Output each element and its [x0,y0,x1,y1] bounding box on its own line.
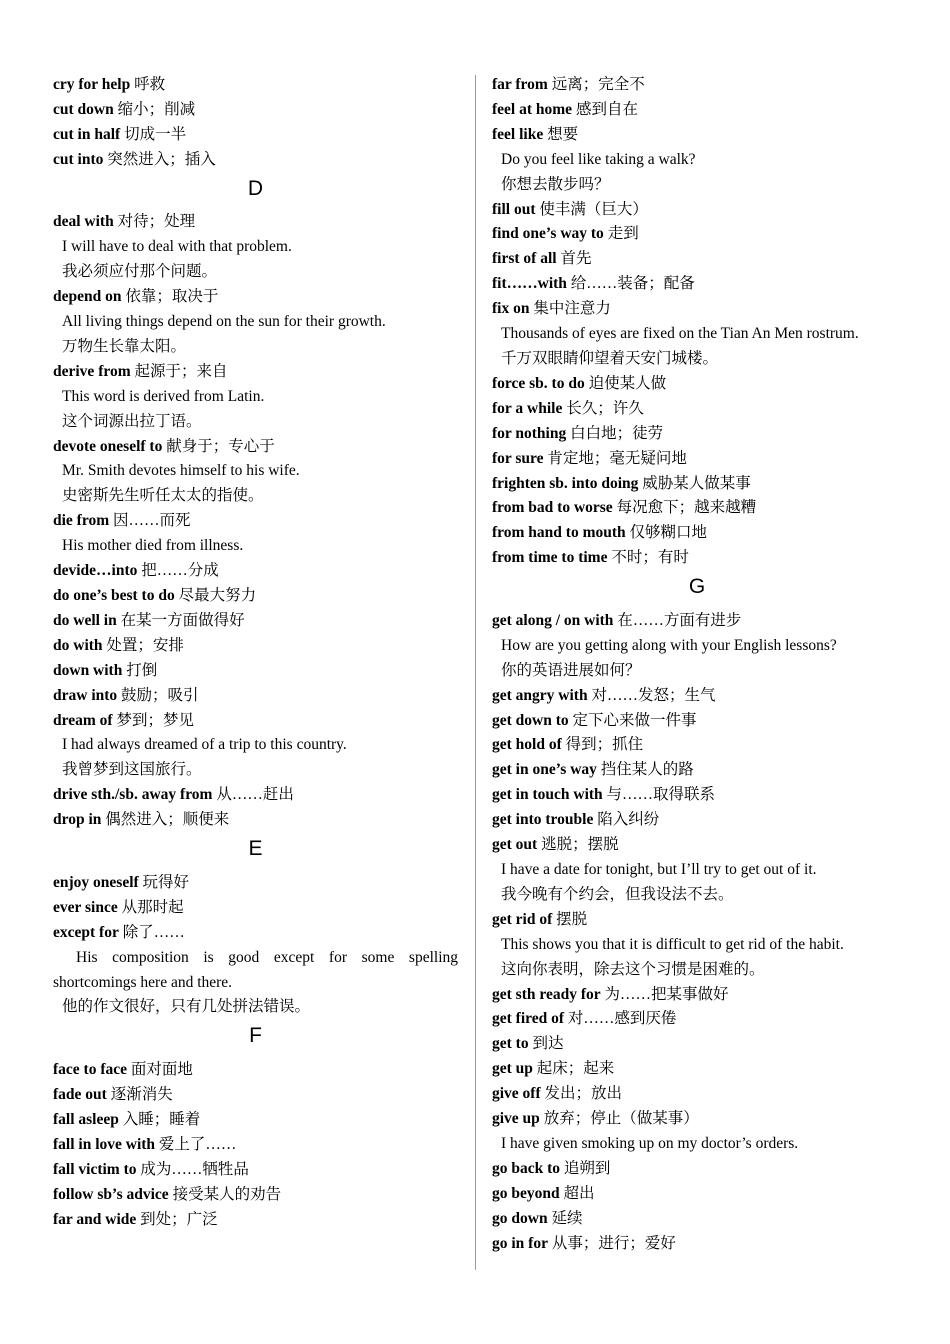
phrase-term: go in for [492,1234,548,1252]
phrase-entry [492,1232,902,1257]
phrase-entry [492,1032,902,1057]
phrase-term: for a while [492,399,563,417]
phrase-entry [492,123,902,148]
phrase-definition: 在某一方面做得好 [120,611,245,629]
example-sentence: 我曾梦到这国旅行。 [62,761,202,779]
example-sentence: 这向你表明，除去这个习惯是困难的。 [501,960,765,978]
phrase-term: derive from [53,362,131,380]
phrase-term: drop in [53,811,102,829]
phrase-definition: 与……取得联系 [606,786,716,804]
phrase-definition: 爱上了…… [158,1135,237,1153]
section-letter: F [249,1024,262,1048]
phrase-definition: 尽最大努力 [178,587,257,605]
phrase-term: fall victim to [53,1160,137,1178]
phrase-definition: 从……赶出 [216,786,294,804]
phrase-definition: 打倒 [126,661,158,679]
phrase-entry [53,1158,458,1183]
phrase-definition: 给……装备；配备 [570,275,695,293]
phrase-term: go down [492,1209,548,1227]
phrase-term: draw into [53,686,118,704]
phrase-entry [492,1007,902,1032]
phrase-definition: 为……把某事做好 [604,985,729,1003]
phrase-term: devote oneself to [53,437,163,455]
example-sentence: This shows you that it is difficult to get rid of the habit. [501,935,844,953]
phrase-term: cut down [53,100,114,118]
phrase-entry [492,422,902,447]
phrase-entry [492,808,902,833]
phrase-definition: 梦到；梦见 [116,711,194,729]
phrase-term: get fired of [492,1010,565,1028]
phrase-term: fall asleep [53,1110,119,1128]
phrase-entry [492,98,902,123]
phrase-entry [53,871,458,896]
phrase-entry [53,509,458,534]
phrase-term: far and wide [53,1210,137,1228]
phrase-entry [492,73,902,98]
example-sentence: I have given smoking up on my doctor’s orders. [501,1134,799,1152]
phrase-term: give off [492,1085,541,1103]
phrase-term: get along / on with [492,611,614,629]
phrase-definition: 逐渐消失 [110,1086,173,1104]
phrase-term: get sth ready for [492,985,601,1003]
phrase-term: down with [53,661,123,679]
example-sentence: 史密斯先生听任太太的指使。 [62,487,264,505]
phrase-definition: 威胁某人做某事 [642,474,751,492]
phrase-entry [492,609,902,634]
example-sentence: All living things depend on the sun for their growth. [62,313,386,331]
phrase-entry [492,521,902,546]
phrase-term: get in touch with [492,786,603,804]
phrase-entry [492,472,902,497]
phrase-definition: 缩小；削减 [117,100,196,118]
phrase-term: frighten sb. into doing [492,474,639,492]
right-column [492,73,902,1256]
phrase-term: give up [492,1110,540,1128]
phrase-entry [492,758,902,783]
phrase-definition: 逃脱；摆脱 [541,836,619,854]
phrase-term: dream of [53,711,113,729]
phrase-term: far from [492,76,548,93]
example-sentence: How are you getting along with your English lessons? [501,636,837,654]
phrase-entry [53,1208,458,1233]
phrase-definition: 面对面地 [130,1061,193,1079]
example-sentence: I had always dreamed of a trip to this country. [62,736,347,754]
phrase-definition: 依靠；取决于 [125,288,219,306]
example-sentence: I have a date for tonight, but I’ll try to get out of it. [501,860,817,878]
phrase-definition: 远离；完全不 [551,76,645,93]
phrase-entry [492,908,902,933]
phrase-definition: 呼救 [134,76,166,93]
phrase-entry [53,659,458,684]
phrase-entry [53,783,458,808]
phrase-term: first of all [492,250,557,268]
phrase-entry [492,546,902,571]
phrase-entry [53,1108,458,1133]
phrase-term: force sb. to do [492,374,585,392]
phrase-definition: 得到；抓住 [565,736,644,754]
phrase-term: cut in half [53,125,121,143]
example-sentence: 万物生长靠太阳。 [62,337,187,355]
phrase-entry [492,397,902,422]
phrase-term: from time to time [492,549,608,567]
example-sentence: His composition is good except for some spelling shortcomings here and there. [53,948,458,991]
phrase-entry [53,73,458,98]
phrase-definition: 从那时起 [121,898,184,916]
phrase-definition: 入睡；睡着 [122,1110,201,1128]
phrase-entry [492,447,902,472]
phrase-definition: 处置；安排 [106,636,184,654]
phrase-term: feel like [492,125,544,143]
phrase-term: devide…into [53,562,138,580]
phrase-term: get rid of [492,910,553,928]
phrase-definition: 放弃；停止（做某事） [543,1110,699,1128]
phrase-definition: 对……感到厌倦 [567,1010,677,1028]
example-sentence: Thousands of eyes are fixed on the Tian An Men rostrum. [501,325,859,343]
phrase-term: get hold of [492,736,562,754]
phrase-term: ever since [53,898,118,916]
phrase-entry [492,1182,902,1207]
phrase-definition: 到处；广泛 [140,1210,218,1228]
phrase-entry [53,634,458,659]
phrase-entry [53,1083,458,1108]
phrase-term: get in one’s way [492,761,597,779]
phrase-definition: 仅够糊口地 [629,524,708,542]
phrase-term: from bad to worse [492,499,613,517]
example-sentence: Do you feel like taking a walk? [501,150,696,168]
section-letter: D [247,176,264,200]
phrase-term: drive sth./sb. away from [53,786,213,804]
phrase-definition: 迫使某人做 [588,374,667,392]
phrase-definition: 长久；许久 [566,399,644,417]
phrase-entry [492,1157,902,1182]
phrase-term: go beyond [492,1184,560,1202]
phrase-entry [492,1207,902,1232]
phrase-term: fill out [492,200,536,218]
phrase-term: cut into [53,150,104,168]
phrase-term: go back to [492,1159,561,1177]
phrase-term: fade out [53,1086,107,1104]
phrase-entry [492,372,902,397]
example-sentence: 他的作文很好，只有几处拼法错误。 [62,998,311,1016]
phrase-entry [492,1107,902,1132]
phrase-definition: 肯定地；毫无疑问地 [547,449,687,467]
phrase-definition: 定下心来做一件事 [572,711,697,729]
example-sentence: 千万双眼睛仰望着天安门城楼。 [501,349,719,367]
phrase-entry [53,684,458,709]
phrase-definition: 超出 [563,1184,595,1202]
phrase-term: deal with [53,213,114,231]
phrase-entry [53,559,458,584]
phrase-definition: 集中注意力 [533,300,611,318]
phrase-term: cry for help [53,76,131,93]
phrase-definition: 陷入纠纷 [597,811,660,829]
phrase-entry [492,198,902,223]
phrase-term: from hand to mouth [492,524,626,542]
phrase-definition: 切成一半 [124,125,187,143]
phrase-term: depend on [53,288,122,306]
phrase-entry [53,584,458,609]
phrase-entry [53,360,458,385]
phrase-definition: 摆脱 [556,910,588,928]
phrase-term: die from [53,512,110,530]
phrase-term: get into trouble [492,811,594,829]
phrase-definition: 想要 [547,125,579,143]
example-sentence: 我必须应付那个问题。 [62,263,218,281]
phrase-definition: 把……分成 [141,562,219,580]
phrase-definition: 挡住某人的路 [600,761,694,779]
phrase-entry [492,783,902,808]
phrase-term: fall in love with [53,1135,156,1153]
phrase-term: follow sb’s advice [53,1185,169,1203]
phrase-term: enjoy oneself [53,873,139,891]
phrase-definition: 因……而死 [112,512,191,530]
phrase-term: do one’s best to do [53,587,175,605]
example-sentence: 你想去散步吗？ [501,175,610,193]
phrase-term: except for [53,923,119,941]
phrase-term: get angry with [492,686,588,704]
phrase-definition: 接受某人的劝告 [172,1185,282,1203]
example-sentence: His mother died from illness. [62,537,244,555]
phrase-term: for sure [492,449,544,467]
phrase-term: find one’s way to [492,225,604,243]
phrase-definition: 鼓励；吸引 [121,686,199,704]
phrase-definition: 从事；进行；爱好 [551,1234,676,1252]
phrase-definition: 成为……牺牲品 [140,1160,249,1178]
section-letter: G [688,575,706,599]
phrase-entry [53,709,458,734]
phrase-definition: 每况愈下；越来越糟 [616,499,757,517]
phrase-entry [492,983,902,1008]
phrase-entry [53,210,458,235]
phrase-entry [492,709,902,734]
phrase-definition: 走到 [607,225,639,243]
column-divider [475,75,476,1270]
phrase-entry [53,609,458,634]
phrase-entry [53,921,458,946]
phrase-term: do with [53,636,103,654]
example-sentence: I will have to deal with that problem. [62,238,292,256]
phrase-entry [53,1058,458,1083]
phrase-term: get out [492,836,538,854]
phrase-entry [53,1183,458,1208]
phrase-term: fit……with [492,275,567,293]
phrase-definition: 首先 [560,250,592,268]
example-sentence: 我今晚有个约会，但我设法不去。 [501,885,734,903]
phrase-term: get down to [492,711,569,729]
phrase-term: get to [492,1035,529,1053]
phrase-definition: 突然进入；插入 [107,150,216,168]
phrase-entry [492,297,902,322]
phrase-entry [492,222,902,247]
example-sentence: Mr. Smith devotes himself to his wife. [62,462,300,480]
phrase-entry [53,1133,458,1158]
phrase-term: do well in [53,611,117,629]
phrase-definition: 对……发怒；生气 [591,686,716,704]
phrase-definition: 起床；起来 [536,1060,615,1078]
phrase-entry [492,272,902,297]
phrase-definition: 对待；处理 [117,213,196,231]
phrase-definition: 白白地；徒劳 [570,424,664,442]
phrase-term: get up [492,1060,533,1078]
phrase-definition: 不时；有时 [611,549,689,567]
phrase-definition: 使丰满（巨大） [539,200,648,218]
phrase-definition: 在……方面有进步 [617,611,742,629]
phrase-term: for nothing [492,424,567,442]
phrase-definition: 发出；放出 [544,1085,623,1103]
phrase-term: fix on [492,300,530,318]
example-sentence: This word is derived from Latin. [62,387,265,405]
phrase-entry [492,684,902,709]
phrase-entry [53,285,458,310]
phrase-entry [492,833,902,858]
phrase-definition: 延续 [551,1209,583,1227]
phrase-definition: 除了…… [122,923,185,941]
phrase-entry [53,896,458,921]
phrase-entry [53,148,458,173]
example-sentence: 你的英语进展如何？ [501,661,641,679]
phrase-definition: 追朔到 [563,1159,611,1177]
phrase-definition: 偶然进入；顺便来 [105,811,230,829]
phrase-definition: 到达 [532,1035,564,1053]
phrase-entry [53,98,458,123]
phrase-entry [53,123,458,148]
phrase-term: feel at home [492,100,573,118]
phrase-entry [53,435,458,460]
phrase-definition: 献身于；专心于 [166,437,275,455]
phrase-definition: 玩得好 [142,873,190,891]
phrase-definition: 感到自在 [575,100,638,118]
phrase-entry [492,1057,902,1082]
example-sentence: 这个词源出拉丁语。 [62,412,202,430]
phrase-entry [492,496,902,521]
phrase-entry [53,808,458,833]
phrase-term: face to face [53,1061,128,1079]
left-column [53,73,458,1232]
phrase-entry [492,247,902,272]
phrase-definition: 起源于；来自 [134,362,228,380]
phrase-entry [492,733,902,758]
section-letter: E [248,837,263,861]
phrase-entry [492,1082,902,1107]
